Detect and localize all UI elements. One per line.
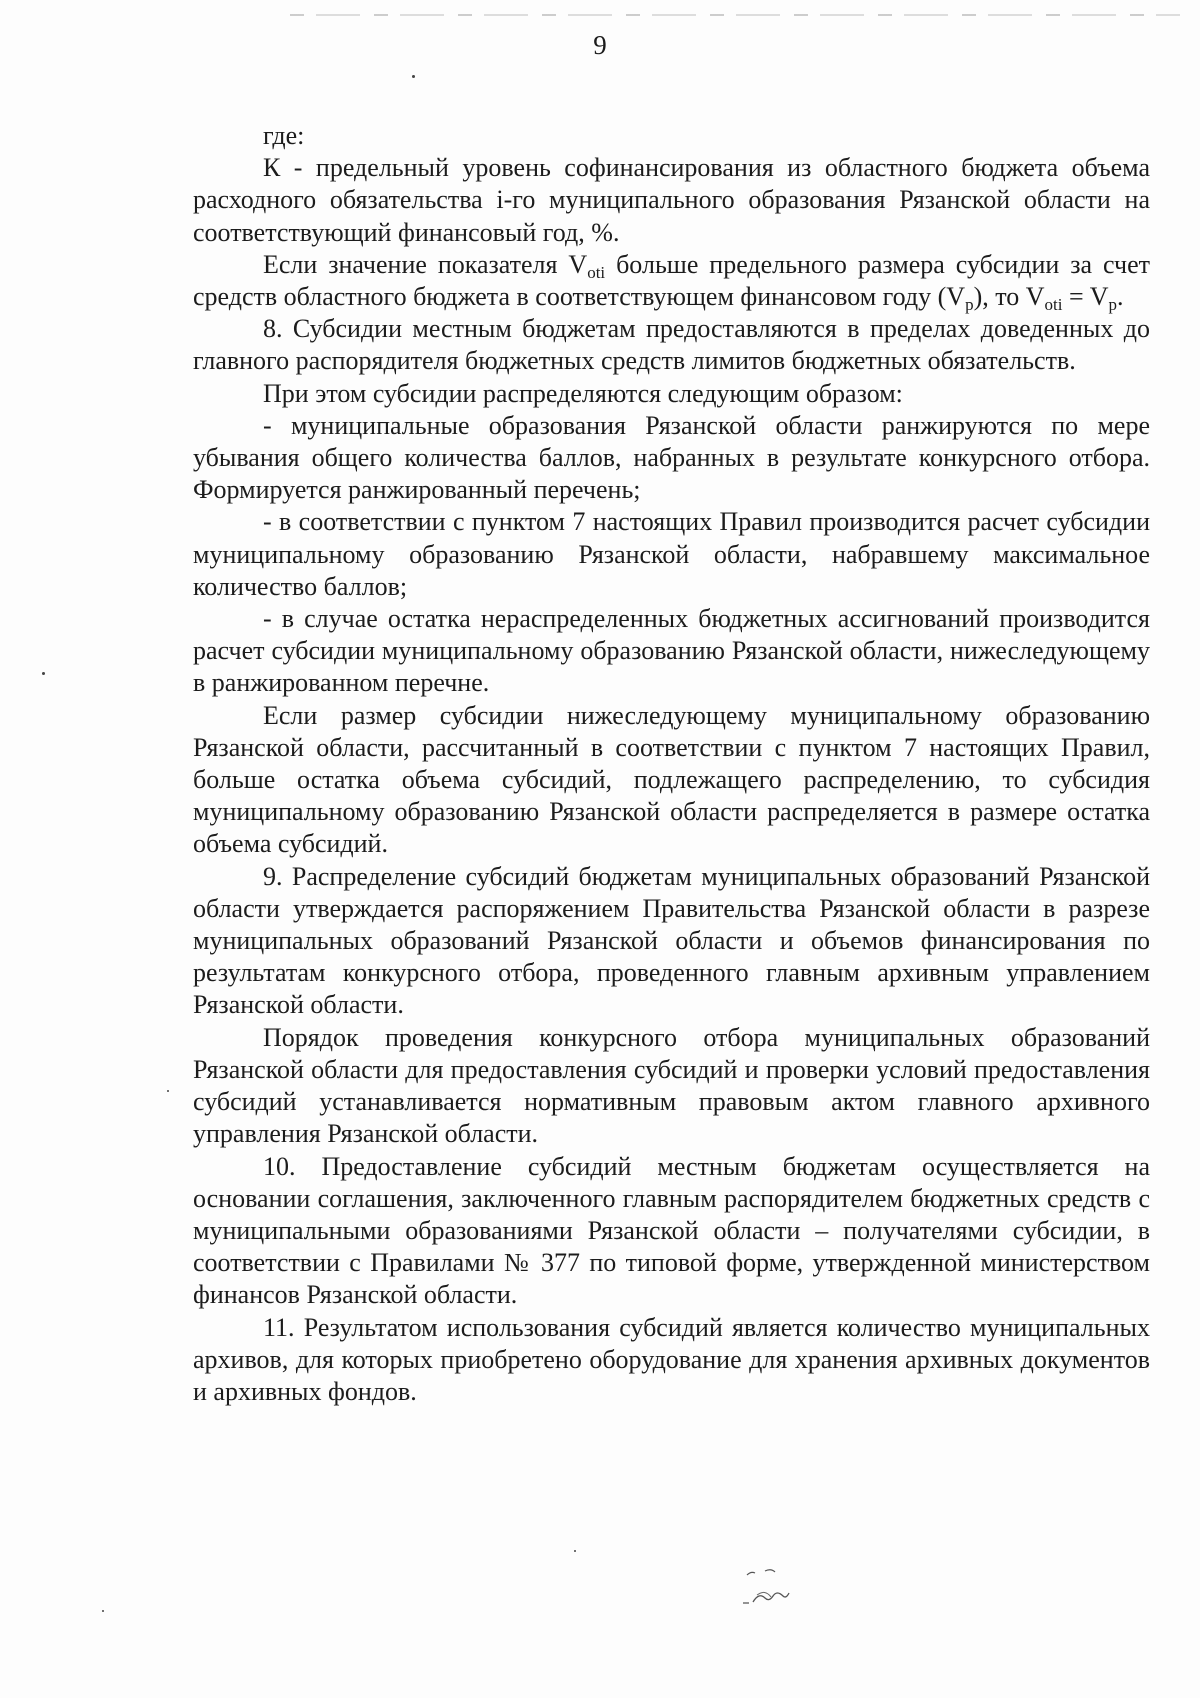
subscript: p xyxy=(1108,295,1117,315)
paragraph-distribution-intro: При этом субсидии распределяются следующим образом: xyxy=(263,378,903,408)
paragraph-where: где: xyxy=(263,121,305,150)
paragraph-item-8: 8. Субсидии местным бюджетам предоставляются в пределах доведенных до главного распорядителя бюджетных средств лимитов бюджетных обязательств. xyxy=(193,314,1150,376)
text-fragment: = V xyxy=(1062,282,1109,312)
text-fragment: Если значение показателя V xyxy=(263,249,588,279)
scan-speck xyxy=(102,1610,104,1612)
scan-top-edge xyxy=(290,14,1180,16)
paragraph-if-size: Если размер субсидии нижеследующему муниципальному образованию Рязанской области, рассчитанный в соответствии с пунктом 7 настоящих Правил, больше остатка объема субсидий, подлежащего распределению, то субсидия муниципальному образованию Рязанской области распределяется в размере остатка объема субсидий. xyxy=(193,700,1150,859)
paragraph-calculation: - в соответствии с пунктом 7 настоящих Правил производится расчет субсидии муниципальному образованию Рязанской области, набравшему максимальное количество баллов; xyxy=(193,507,1150,601)
signature-mark xyxy=(735,1565,805,1615)
paragraph-selection-procedure: Порядок проведения конкурсного отбора муниципальных образований Рязанской области для предоставления субсидий и проверки условий предоставления субсидий устанавливается нормативным правовым актом главного архивного управления Рязанской области. xyxy=(193,1022,1150,1149)
scan-speck xyxy=(42,672,45,675)
subscript: p xyxy=(965,295,974,315)
paragraph-k-definition: К - предельный уровень софинансирования из областного бюджета объема расходного обязательства i-го муниципального образования Рязанской области на соответствующий финансовый год, %. xyxy=(193,153,1150,247)
text-fragment: больше предельного размера субсидии за счет средств областного бюджета в соответствующем финансовом году (V xyxy=(193,249,1150,312)
scan-speck xyxy=(167,1090,169,1092)
paragraph-item-9: 9. Распределение субсидий бюджетам муниципальных образований Рязанской области утверждается распоряжением Правительства Рязанской области в разрезе муниципальных образований Рязанской области и объемов финансирования по результатам конкурсного отбора, проведенного главным архивным управлением Рязанской области. xyxy=(193,861,1150,1020)
scan-speck xyxy=(412,75,415,78)
paragraph-item-11: 11. Результатом использования субсидий является количество муниципальных архивов, для которых приобретено оборудование для хранения архивных документов и архивных фондов. xyxy=(193,1312,1150,1406)
paragraph-voti-condition xyxy=(193,249,1150,313)
paragraph-remainder: - в случае остатка нераспределенных бюджетных ассигнований производится расчет субсидии муниципальному образованию Рязанской области, нижеследующему в ранжированном перечне. xyxy=(193,604,1150,698)
subscript: oti xyxy=(1044,295,1063,315)
scan-speck xyxy=(574,1550,576,1552)
paragraph-item-10: 10. Предоставление субсидий местным бюджетам осуществляется на основании соглашения, заключенного главным распорядителем бюджетных средств с муниципальными образованиями Рязанской области – получателями субсидии, в соответствии с Правилами № 377 по типовой форме, утвержденной министерством финансов Рязанской области. xyxy=(193,1151,1150,1310)
text-fragment: . xyxy=(1116,282,1124,312)
subscript: oti xyxy=(587,262,606,282)
page-number: 9 xyxy=(593,30,607,60)
paragraph-ranking: - муниципальные образования Рязанской области ранжируются по мере убывания общего количества баллов, набранных в результате конкурсного отбора. Формируется ранжированный перечень; xyxy=(193,410,1150,505)
document-body xyxy=(193,120,1150,1408)
text-fragment: ), то V xyxy=(973,282,1045,312)
